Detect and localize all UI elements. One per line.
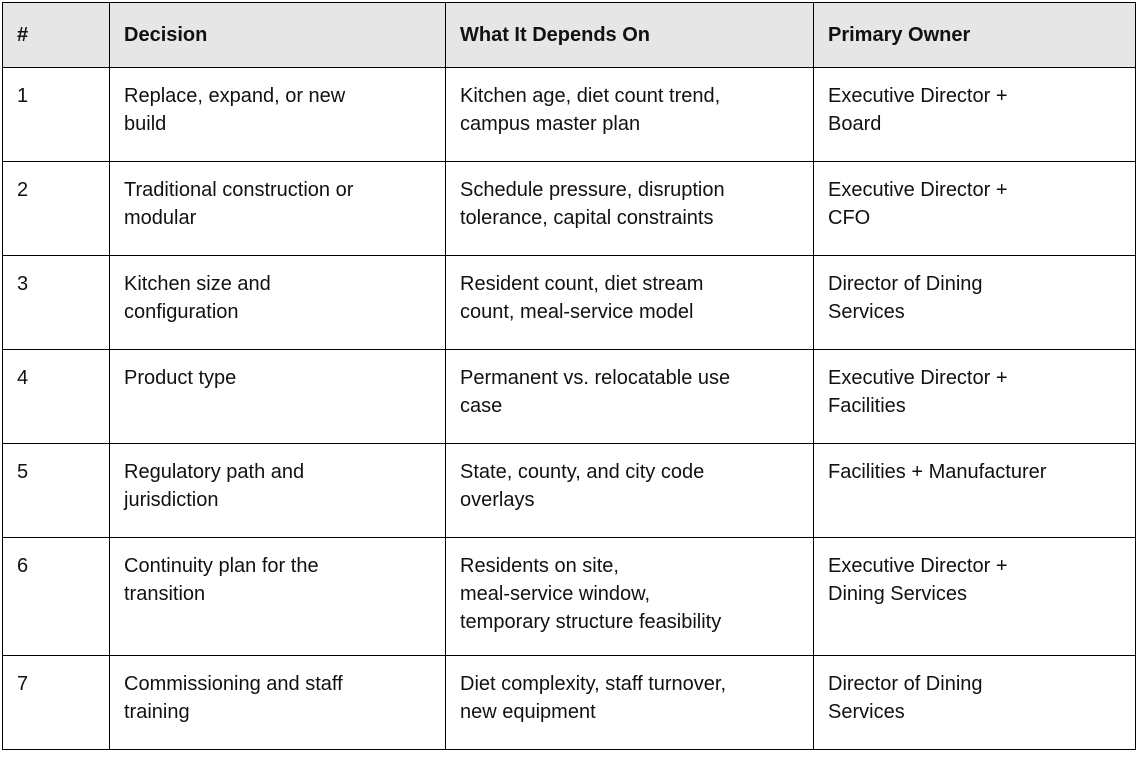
table-header-row [3, 3, 1136, 68]
cell-text-line: Dining Services [828, 583, 967, 605]
table-row [3, 444, 1136, 538]
cell-text-line: transition [124, 583, 206, 605]
cell-text-line: Replace, expand, or new [124, 85, 346, 107]
cell-decision [110, 256, 446, 350]
cell-owner [814, 256, 1136, 350]
cell-decision [110, 350, 446, 444]
cell-owner [814, 162, 1136, 256]
header-decision: Decision [110, 3, 446, 68]
cell-number: 3 [3, 256, 110, 350]
table-row [3, 656, 1136, 750]
cell-text-line: State, county, and city code [460, 461, 705, 483]
cell-owner [814, 350, 1136, 444]
cell-text-line: Product type [124, 367, 237, 389]
cell-decision [110, 162, 446, 256]
cell-text-line: configuration [124, 301, 239, 323]
cell-text-line: overlays [460, 489, 535, 511]
cell-text-line: Board [828, 113, 882, 135]
cell-text-line: Facilities + Manufacturer [828, 461, 1047, 483]
header-primary-owner: Primary Owner [814, 3, 1136, 68]
cell-text-line: tolerance, capital constraints [460, 207, 714, 229]
cell-text-line: Executive Director + [828, 85, 1008, 107]
cell-text-line: Facilities [828, 395, 906, 417]
cell-depends-on [446, 68, 814, 162]
cell-text-line: CFO [828, 207, 871, 229]
table-row [3, 538, 1136, 656]
cell-number: 4 [3, 350, 110, 444]
cell-depends-on [446, 162, 814, 256]
cell-text-line: Resident count, diet stream [460, 273, 704, 295]
cell-owner [814, 444, 1136, 538]
cell-text-line: Services [828, 701, 905, 723]
cell-number: 7 [3, 656, 110, 750]
header-depends-on: What It Depends On [446, 3, 814, 68]
cell-text-line: Permanent vs. relocatable use [460, 367, 731, 389]
cell-number: 1 [3, 68, 110, 162]
cell-text-line: Continuity plan for the [124, 555, 319, 577]
cell-text-line: Kitchen size and [124, 273, 271, 295]
cell-decision [110, 538, 446, 656]
cell-text-line: training [124, 701, 190, 723]
cell-decision [110, 656, 446, 750]
header-number: # [3, 3, 110, 68]
cell-text-line: build [124, 113, 167, 135]
cell-text-line: count, meal-service model [460, 301, 694, 323]
cell-text-line: Diet complexity, staff turnover, [460, 673, 727, 695]
cell-text-line: Services [828, 301, 905, 323]
cell-text-line: meal-service window, [460, 583, 651, 605]
cell-owner [814, 538, 1136, 656]
cell-depends-on [446, 350, 814, 444]
table-row [3, 162, 1136, 256]
cell-text-line: Residents on site, [460, 555, 619, 577]
cell-text-line: Schedule pressure, disruption [460, 179, 725, 201]
cell-depends-on [446, 444, 814, 538]
cell-text-line: temporary structure feasibility [460, 611, 722, 633]
cell-decision [110, 68, 446, 162]
table-row [3, 350, 1136, 444]
cell-number: 6 [3, 538, 110, 656]
cell-depends-on [446, 256, 814, 350]
cell-text-line: Regulatory path and [124, 461, 305, 483]
table-row [3, 68, 1136, 162]
cell-depends-on [446, 656, 814, 750]
cell-number: 2 [3, 162, 110, 256]
decision-table [2, 2, 1136, 750]
cell-text-line: Traditional construction or [124, 179, 354, 201]
cell-text-line: Director of Dining [828, 273, 983, 295]
cell-text-line: Executive Director + [828, 179, 1008, 201]
cell-text-line: campus master plan [460, 113, 641, 135]
cell-text-line: Executive Director + [828, 367, 1008, 389]
cell-text-line: Director of Dining [828, 673, 983, 695]
cell-text-line: new equipment [460, 701, 596, 723]
cell-text-line: jurisdiction [124, 489, 219, 511]
cell-text-line: modular [124, 207, 197, 229]
cell-decision [110, 444, 446, 538]
cell-number: 5 [3, 444, 110, 538]
table-row [3, 256, 1136, 350]
cell-text-line: case [460, 395, 503, 417]
cell-text-line: Kitchen age, diet count trend, [460, 85, 721, 107]
cell-owner [814, 68, 1136, 162]
cell-text-line: Commissioning and staff [124, 673, 343, 695]
cell-owner [814, 656, 1136, 750]
cell-depends-on [446, 538, 814, 656]
cell-text-line: Executive Director + [828, 555, 1008, 577]
